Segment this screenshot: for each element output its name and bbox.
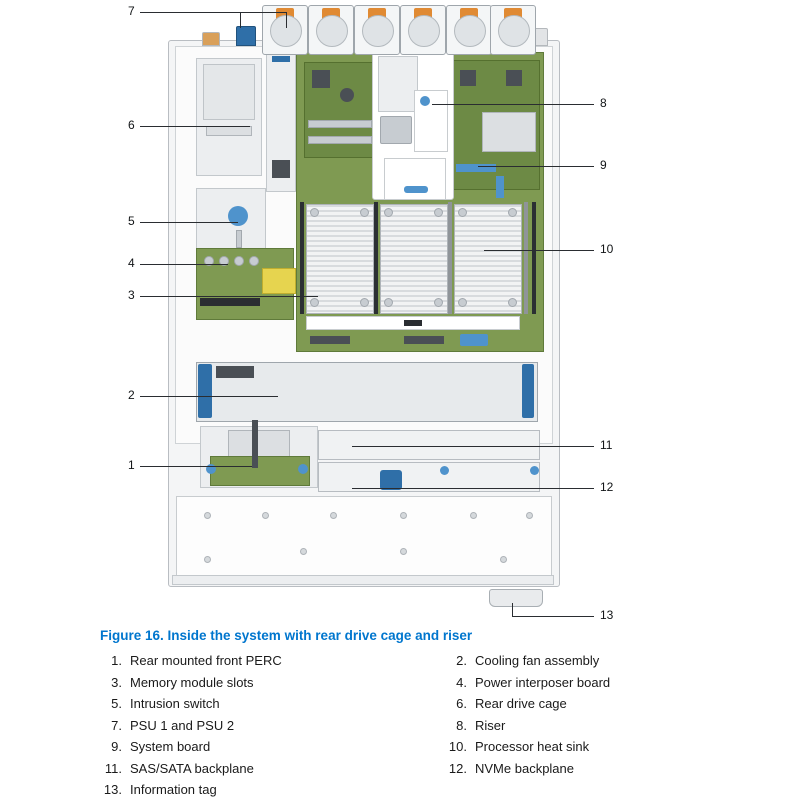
fan-blades-icon (362, 15, 394, 47)
legend-item-4 (441, 672, 786, 694)
rear-connector-tab (236, 26, 256, 46)
callout-leader-8 (432, 104, 594, 105)
legend-item-label: Power interposer board (475, 674, 611, 690)
cover-screw (330, 512, 337, 519)
legend-item-8 (441, 715, 786, 737)
figure-legend (96, 650, 786, 801)
fan-power-cable (216, 366, 254, 378)
callout-leader-12 (352, 488, 594, 489)
cover-screw (204, 512, 211, 519)
legend-item-label: System board (130, 739, 211, 754)
legend-item-number: 4. (456, 674, 467, 690)
legend-item-number: 2. (456, 653, 467, 668)
fan-cage-handle (522, 364, 534, 418)
callout-leader-3 (140, 296, 318, 297)
callout-leader-1 (140, 466, 252, 467)
callout-leader-9 (478, 166, 594, 167)
callout-number-13: 13 (600, 608, 614, 622)
legend-item-number: 5. (111, 696, 122, 711)
legend-item-number: 7. (111, 717, 122, 733)
callout-leader-10 (484, 250, 594, 251)
front-perc-release (298, 464, 308, 474)
information-tag (489, 589, 543, 607)
chassis-front-lip (172, 575, 554, 585)
legend-item-label: PSU 1 and PSU 2 (130, 717, 235, 733)
legend-item-number: 10. (448, 739, 467, 754)
callout-number-6: 6 (128, 118, 135, 132)
board-connector (310, 336, 350, 344)
callout-leader-2 (140, 396, 278, 397)
legend-item-1 (96, 650, 441, 672)
cover-screw (262, 512, 269, 519)
callout-number-5: 5 (128, 214, 135, 228)
legend-item-empty (441, 779, 786, 801)
cover-screw (400, 548, 407, 555)
sas-sata-backplane (318, 430, 540, 460)
interposer-connector (200, 298, 260, 306)
cooling-fan (400, 5, 446, 55)
heat-sink-screw (384, 208, 393, 217)
legend-item-label: Information tag (130, 782, 217, 797)
cover-screw (470, 512, 477, 519)
heat-sink-screw (508, 298, 517, 307)
heat-sink-screw (458, 298, 467, 307)
legend-item-number: 9. (111, 739, 122, 754)
legend-item-label: Rear mounted front PERC (130, 653, 282, 668)
legend-item-number: 12. (448, 760, 467, 776)
heat-sink-screw (434, 298, 443, 307)
backplane-handle (380, 470, 402, 490)
memory-module-slot (300, 202, 304, 314)
callout-leader-7a (240, 12, 241, 28)
board-connector (308, 136, 372, 144)
drive-cage-latch (206, 126, 252, 136)
legend-item-12 (441, 758, 786, 780)
interposer-capacitor (249, 256, 259, 266)
legend-row (96, 693, 786, 715)
heat-sink-screw (508, 208, 517, 217)
legend-item-number: 1. (111, 653, 122, 668)
callout-number-9: 9 (600, 158, 607, 172)
intrusion-switch-arm (236, 230, 242, 248)
fan-blades-icon (408, 15, 440, 47)
legend-item-number: 13. (103, 782, 122, 797)
legend-item-label: Processor heat sink (475, 739, 590, 754)
legend-item-7 (96, 715, 441, 737)
callout-number-8: 8 (600, 96, 607, 110)
callout-number-2: 2 (128, 388, 135, 402)
riser-release-latch (420, 96, 430, 106)
legend-item-label: SAS/SATA backplane (130, 760, 254, 776)
legend-item-6 (441, 693, 786, 715)
fan-cage-handle (198, 364, 212, 418)
memory-module-slot (524, 202, 528, 314)
front-perc-board (210, 456, 310, 486)
callout-number-3: 3 (128, 288, 135, 302)
legend-item-13 (96, 779, 441, 801)
memory-module-slot (448, 202, 452, 314)
intrusion-switch (228, 206, 248, 226)
cooling-fan (490, 5, 536, 55)
callout-leader-13 (512, 616, 594, 617)
legend-row (96, 758, 786, 780)
riser-screw (380, 116, 412, 144)
legend-item-number: 8. (456, 717, 467, 733)
callout-leader-5 (140, 222, 238, 223)
callout-number-7: 7 (128, 4, 135, 18)
backplane-screw (440, 466, 449, 475)
cover-screw (500, 556, 507, 563)
legend-item-number: 11. (104, 760, 122, 776)
legend-item-number: 6. (456, 696, 467, 711)
heat-sink-screw (458, 208, 467, 217)
cooling-fan (354, 5, 400, 55)
power-cable (262, 268, 296, 294)
psu-connector (272, 160, 290, 178)
board-chip (506, 70, 522, 86)
fan-blades-icon (454, 15, 486, 47)
riser-handle (404, 186, 428, 193)
cover-screw (204, 556, 211, 563)
legend-item-10 (441, 736, 786, 758)
callout-leader-6 (140, 126, 250, 127)
cooling-fan (308, 5, 354, 55)
legend-item-label: Riser (475, 717, 506, 733)
interposer-capacitor (234, 256, 244, 266)
board-label (404, 320, 422, 326)
board-chip (340, 88, 354, 102)
legend-item-11 (96, 758, 441, 780)
figure-caption: Figure 16. Inside the system with rear drive cage and riser (100, 628, 473, 643)
board-connector (308, 120, 372, 128)
legend-item-2 (441, 650, 786, 672)
callout-leader-4 (140, 264, 228, 265)
riser-lower-tray (384, 158, 446, 200)
callout-leader-13v (512, 603, 513, 616)
rear-connector-tab (202, 32, 220, 46)
legend-item-label: Cooling fan assembly (475, 653, 600, 668)
board-connector (404, 336, 444, 344)
callout-number-1: 1 (128, 458, 135, 472)
backplane-screw (530, 466, 539, 475)
legend-row (96, 672, 786, 694)
callout-number-12: 12 (600, 480, 614, 494)
cover-screw (300, 548, 307, 555)
callout-leader-7 (140, 12, 287, 13)
board-chip (460, 70, 476, 86)
board-connector-blue (496, 176, 504, 198)
callout-leader-11 (352, 446, 594, 447)
legend-item-label: Memory module slots (130, 674, 254, 690)
cooling-fan (446, 5, 492, 55)
backplane-cable (252, 420, 258, 468)
legend-item-label: NVMe backplane (475, 760, 574, 776)
riser-bracket (378, 56, 418, 112)
legend-item-label: Intrusion switch (130, 696, 220, 711)
memory-module-slot (532, 202, 536, 314)
heat-sink-screw (310, 298, 319, 307)
legend-item-5 (96, 693, 441, 715)
legend-row (96, 736, 786, 758)
board-chip (312, 70, 330, 88)
psu-handle (272, 56, 290, 62)
heat-sink-screw (434, 208, 443, 217)
legend-row (96, 715, 786, 737)
cover-screw (400, 512, 407, 519)
callout-number-10: 10 (600, 242, 614, 256)
drive-bay-cover (176, 496, 552, 582)
legend-item-3 (96, 672, 441, 694)
heat-sink-screw (384, 298, 393, 307)
memory-module-slot (374, 202, 378, 314)
drive-cage-vents (203, 64, 255, 120)
heat-sink-screw (360, 298, 369, 307)
fan-blades-icon (498, 15, 530, 47)
fan-blades-icon (316, 15, 348, 47)
callout-leader-7b (286, 12, 287, 28)
board-connector-blue (460, 334, 488, 346)
heat-sink-screw (310, 208, 319, 217)
board-shield (482, 112, 536, 152)
legend-item-label: Rear drive cage (475, 696, 567, 711)
heat-sink-screw (360, 208, 369, 217)
legend-item-number: 3. (111, 674, 122, 690)
legend-row (96, 779, 786, 801)
legend-row (96, 650, 786, 672)
cover-screw (526, 512, 533, 519)
legend-item-9 (96, 736, 441, 758)
callout-number-11: 11 (600, 438, 613, 452)
callout-number-4: 4 (128, 256, 135, 270)
